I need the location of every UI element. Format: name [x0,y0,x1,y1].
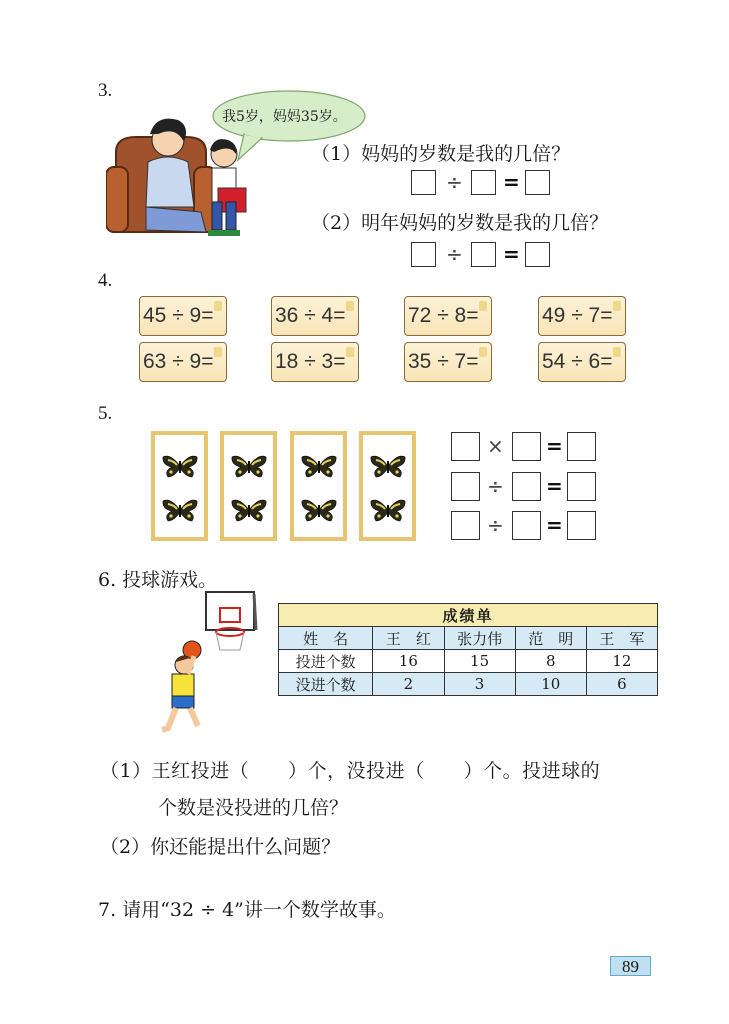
division-card: 49 ÷ 7= [538,296,626,336]
q3-number: 3. [98,80,113,101]
division-card: 63 ÷ 9= [139,342,227,382]
butterfly-icon [162,453,198,479]
butterfly-icon [370,453,406,479]
answer-box[interactable] [512,472,541,501]
divide-sign: ÷ [446,242,463,266]
butterfly-icon [301,453,337,479]
q4-number: 4. [98,270,113,291]
q3-sub1: （1）妈妈的岁数是我的几倍？ [311,143,571,165]
answer-box[interactable] [567,472,596,501]
divide-sign: ÷ [446,170,463,194]
division-card: 18 ÷ 3= [271,342,359,382]
q6-title: 6. 投球游戏。 [98,569,218,591]
butterfly-frame [290,431,347,541]
q6-sub1-line1: （1）王红投进（ ）个，没投进（ ）个。投进球的 [100,760,601,782]
butterfly-frame [151,431,208,541]
answer-box[interactable] [451,432,480,461]
table-cell: 3 [444,673,515,696]
butterfly-icon [162,497,198,523]
answer-box[interactable] [411,242,436,267]
table-cell: 16 [373,650,444,673]
division-card: 54 ÷ 6= [538,342,626,382]
table-row [279,650,658,673]
answer-box[interactable] [525,242,550,267]
answer-box[interactable] [471,242,496,267]
table-row [279,673,658,696]
divide-sign: ÷ [487,513,504,537]
table-cell: 没进个数 [279,673,373,696]
answer-box[interactable] [411,170,436,195]
table-cell: 12 [586,650,657,673]
table-cell: 8 [515,650,586,673]
q3-sub2: （2）明年妈妈的岁数是我的几倍？ [311,212,609,234]
table-header: 姓 名 [279,627,373,650]
equals-sign: = [503,242,520,266]
table-cell: 2 [373,673,444,696]
table-header: 范 明 [515,627,586,650]
answer-box[interactable] [567,511,596,540]
answer-box[interactable] [512,511,541,540]
table-caption: 成绩单 [279,604,658,627]
division-card: 72 ÷ 8= [404,296,492,336]
equals-sign: = [546,513,563,537]
table-cell: 6 [586,673,657,696]
butterfly-icon [301,497,337,523]
table-cell: 10 [515,673,586,696]
equals-sign: = [503,170,520,194]
butterfly-icon [370,497,406,523]
divide-sign: ÷ [487,474,504,498]
speech-bubble-text: 我5岁，妈妈35岁。 [222,109,347,125]
division-card: 45 ÷ 9= [139,296,227,336]
q7-text: 7. 请用“32 ÷ 4”讲一个数学故事。 [98,899,396,921]
q5-number: 5. [98,403,113,424]
answer-box[interactable] [471,170,496,195]
score-table [278,603,658,696]
butterfly-icon [231,497,267,523]
division-card: 35 ÷ 7= [404,342,492,382]
butterfly-icon [231,453,267,479]
times-sign: × [487,434,504,458]
butterfly-frame [220,431,277,541]
answer-box[interactable] [512,432,541,461]
butterfly-frame [359,431,416,541]
page-number: 89 [610,956,651,976]
table-header: 张力伟 [444,627,515,650]
q6-sub1-line2: 个数是没投进的几倍？ [158,797,349,819]
basketball-player-illustration [158,590,258,740]
equals-sign: = [546,434,563,458]
table-cell: 15 [444,650,515,673]
answer-box[interactable] [567,432,596,461]
answer-box[interactable] [451,511,480,540]
table-header: 王 军 [586,627,657,650]
answer-box[interactable] [525,170,550,195]
q6-sub2: （2）你还能提出什么问题？ [100,836,341,858]
table-header: 王 红 [373,627,444,650]
answer-box[interactable] [451,472,480,501]
division-card: 36 ÷ 4= [271,296,359,336]
equals-sign: = [546,474,563,498]
table-cell: 投进个数 [279,650,373,673]
